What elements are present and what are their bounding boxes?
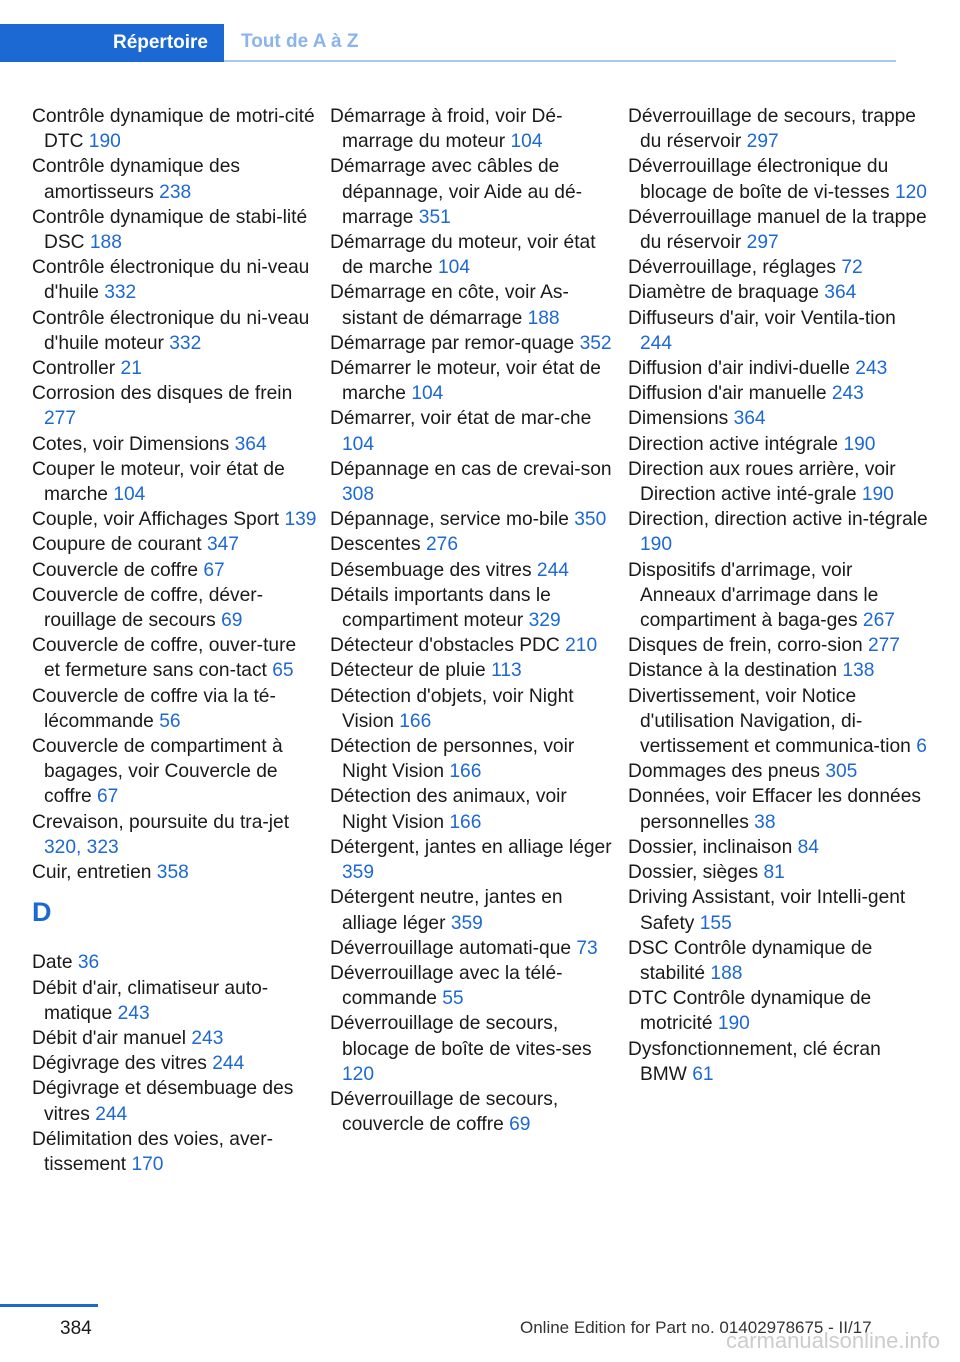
index-entry bbox=[628, 684, 928, 760]
index-entry-text: Déverrouillage de secours, trappe du réservoir bbox=[628, 106, 916, 153]
page-reference-link[interactable]: 190 bbox=[843, 433, 876, 455]
index-entry bbox=[628, 885, 928, 935]
page-reference-link[interactable]: 364 bbox=[824, 282, 857, 304]
index-entry bbox=[628, 986, 928, 1036]
index-entry-text: Dossier, inclinaison bbox=[628, 836, 793, 858]
page-reference-link[interactable]: 305 bbox=[825, 761, 858, 783]
index-entry bbox=[330, 558, 615, 583]
index-entry-text: DTC Contrôle dynamique de motricité bbox=[628, 988, 872, 1035]
page-reference-link[interactable]: 120 bbox=[894, 181, 927, 203]
index-entry bbox=[32, 633, 317, 683]
index-entry bbox=[628, 1037, 928, 1087]
index-entry-text: Contrôle dynamique des amortisseurs bbox=[32, 156, 240, 203]
index-entry bbox=[32, 205, 317, 255]
index-entry bbox=[330, 936, 615, 961]
index-entry-text: Données, voir Effacer les données personnelles bbox=[628, 786, 921, 833]
edition-note: Online Edition for Part no. 01402978675 - II/17 bbox=[520, 1318, 872, 1337]
index-entry bbox=[330, 1011, 615, 1087]
index-entry-text: Détergent neutre, jantes en alliage léger bbox=[330, 887, 563, 934]
page-reference-link[interactable]: 170 bbox=[131, 1153, 164, 1175]
index-entry bbox=[330, 457, 615, 507]
page-reference-link[interactable]: 67 bbox=[96, 786, 119, 808]
page-reference-link[interactable]: 139 bbox=[284, 509, 317, 531]
watermark: carmanualsonline.info bbox=[725, 1328, 940, 1353]
index-entry-text: Coupure de courant bbox=[32, 534, 202, 556]
page-reference-link[interactable]: 69 bbox=[221, 610, 243, 632]
index-entry-text: Détection d'objets, voir Night Vision bbox=[330, 685, 574, 732]
index-entry-text: Direction aux roues arrière, voir Direction active inté-grale bbox=[628, 458, 896, 506]
index-entry bbox=[628, 507, 928, 557]
index-entry bbox=[628, 860, 928, 885]
page-reference-link[interactable]: 364 bbox=[733, 408, 766, 430]
index-entry-text: Couvercle de coffre, ouver-ture et fermeture sans con-tact bbox=[32, 635, 297, 682]
index-entry-text: Délimitation des voies, aver-tissement bbox=[32, 1128, 274, 1175]
index-entry-text: Déverrouillage, réglages bbox=[628, 257, 836, 279]
index-entry bbox=[32, 1127, 317, 1177]
index-entry-text: Détecteur de pluie bbox=[330, 660, 486, 682]
index-entry-text: Contrôle dynamique de motri-cité DTC bbox=[32, 106, 315, 153]
page-reference-link[interactable]: 358 bbox=[156, 862, 189, 884]
page-reference-link[interactable]: 276 bbox=[426, 534, 459, 556]
index-entry bbox=[330, 230, 615, 280]
page-reference-link[interactable]: 238 bbox=[159, 181, 192, 203]
index-entry-text: Crevaison, poursuite du tra-jet bbox=[32, 811, 290, 833]
index-entry-text: Dimensions bbox=[628, 408, 729, 430]
index-entry bbox=[628, 558, 928, 634]
index-entry-text: Dommages des pneus bbox=[628, 761, 820, 783]
page-reference-link[interactable]: 332 bbox=[169, 332, 202, 354]
page-reference-link[interactable]: 81 bbox=[763, 862, 785, 884]
index-entry bbox=[32, 154, 317, 204]
page-reference-link[interactable]: 190 bbox=[640, 534, 673, 556]
index-entry-text: Démarrer le moteur, voir état de marche bbox=[330, 358, 601, 405]
page-reference-link[interactable]: 210 bbox=[565, 635, 598, 657]
tab-repertoire[interactable]: Répertoire bbox=[0, 24, 224, 62]
index-entry bbox=[330, 1087, 615, 1137]
page-reference-link[interactable]: 243 bbox=[191, 1027, 224, 1049]
index-column-3 bbox=[628, 104, 928, 1087]
index-entry-text: Descentes bbox=[330, 534, 421, 556]
index-entry-text: Désembuage des vitres bbox=[330, 559, 532, 581]
index-entry bbox=[330, 658, 615, 683]
index-entry bbox=[330, 734, 615, 784]
page-reference-link[interactable]: 65 bbox=[272, 660, 294, 682]
page-reference-link[interactable]: 190 bbox=[717, 1013, 750, 1035]
page-reference-link[interactable]: 243 bbox=[117, 1002, 150, 1024]
index-entry-text: Couvercle de coffre bbox=[32, 559, 199, 581]
index-entry-text: Driving Assistant, voir Intelli-gent Safety bbox=[628, 887, 906, 934]
index-entry-text: Démarrage avec câbles de dépannage, voir Aide au dé-marrage bbox=[330, 156, 583, 228]
index-entry-text: Détection de personnes, voir Night Vision bbox=[330, 736, 575, 783]
page-reference-link[interactable]: 104 bbox=[510, 131, 543, 153]
index-entry bbox=[330, 684, 615, 734]
index-entry bbox=[330, 633, 615, 658]
page-reference-link[interactable]: 166 bbox=[449, 761, 482, 783]
page-reference-link[interactable]: 320, 323 bbox=[44, 836, 119, 858]
page-reference-link[interactable]: 104 bbox=[113, 484, 146, 506]
index-entry bbox=[32, 860, 317, 885]
page-reference-link[interactable]: 350 bbox=[574, 509, 607, 531]
index-entry bbox=[32, 1076, 317, 1126]
page-reference-link[interactable]: 297 bbox=[746, 131, 779, 153]
index-entry bbox=[32, 583, 317, 633]
page-reference-link[interactable]: 277 bbox=[44, 408, 77, 430]
index-entry-text: Détection des animaux, voir Night Vision bbox=[330, 786, 567, 833]
index-entry bbox=[32, 684, 317, 734]
index-entry bbox=[330, 280, 615, 330]
page-reference-link[interactable]: 277 bbox=[867, 635, 900, 657]
index-entry-text: Couple, voir Affichages Sport bbox=[32, 509, 280, 531]
page-reference-link[interactable]: 243 bbox=[831, 383, 864, 405]
index-entry bbox=[330, 532, 615, 557]
index-entry-text: Détails importants dans le compartiment moteur bbox=[330, 584, 551, 632]
index-entry bbox=[32, 104, 317, 154]
page-reference-link[interactable]: 84 bbox=[797, 836, 819, 858]
index-entry-text: Corrosion des disques de frein bbox=[32, 383, 293, 405]
page-reference-link[interactable]: 55 bbox=[442, 988, 464, 1010]
page-reference-link[interactable]: 61 bbox=[692, 1063, 714, 1085]
footer-rule bbox=[0, 1304, 98, 1307]
index-entry bbox=[32, 734, 317, 810]
header-tabs bbox=[0, 24, 896, 62]
index-entry-text: Démarrage à froid, voir Dé-marrage du moteur bbox=[330, 106, 563, 153]
page-reference-link[interactable]: 188 bbox=[89, 232, 122, 254]
index-column-1 bbox=[32, 104, 317, 1177]
page-reference-link[interactable]: 67 bbox=[203, 559, 225, 581]
index-entry-text: Démarrage du moteur, voir état de marche bbox=[330, 232, 596, 279]
index-column-2 bbox=[330, 104, 615, 1137]
index-entry-text: Dépannage, service mo-bile bbox=[330, 509, 569, 531]
index-entry-text: Couper le moteur, voir état de marche bbox=[32, 458, 285, 506]
page-reference-link[interactable]: 190 bbox=[861, 484, 894, 506]
index-entry-text: Couvercle de coffre via la té-lécommande bbox=[32, 685, 276, 732]
page-reference-link[interactable]: 308 bbox=[342, 484, 375, 506]
index-entry bbox=[628, 255, 928, 280]
index-entry bbox=[32, 507, 317, 532]
index-entry bbox=[32, 950, 317, 975]
index-entry-text: Débit d'air manuel bbox=[32, 1027, 187, 1049]
page-reference-link[interactable]: 244 bbox=[95, 1103, 128, 1125]
index-entry-text: Direction active intégrale bbox=[628, 433, 839, 455]
page-reference-link[interactable]: 6 bbox=[916, 736, 927, 758]
index-entry-text: Controller bbox=[32, 358, 116, 380]
page-reference-link[interactable]: 347 bbox=[206, 534, 239, 556]
index-entry bbox=[628, 205, 928, 255]
page-reference-link[interactable]: 188 bbox=[527, 307, 560, 329]
index-entry-text: Couvercle de compartiment à bagages, voir Couvercle de coffre bbox=[32, 736, 283, 808]
index-entry bbox=[330, 104, 615, 154]
index-entry bbox=[32, 976, 317, 1026]
page-reference-link[interactable]: 138 bbox=[842, 660, 875, 682]
index-entry-text: Dégivrage des vitres bbox=[32, 1053, 207, 1075]
index-entry bbox=[330, 507, 615, 532]
index-entry bbox=[32, 1026, 317, 1051]
index-entry-text: Disques de frein, corro-sion bbox=[628, 635, 863, 657]
index-entry-text: Déverrouillage manuel de la trappe du réservoir bbox=[628, 206, 927, 254]
index-entry bbox=[628, 784, 928, 834]
index-entry-text: Diamètre de braquage bbox=[628, 282, 819, 304]
index-entry bbox=[628, 381, 928, 406]
index-entry bbox=[32, 356, 317, 381]
index-entry-text: Contrôle électronique du ni-veau d'huile bbox=[32, 257, 310, 304]
page-reference-link[interactable]: 104 bbox=[411, 383, 444, 405]
index-entry-text: Dégivrage et désembuage des vitres bbox=[32, 1078, 294, 1125]
index-entry-text: Débit d'air, climatiseur auto-matique bbox=[32, 977, 269, 1024]
page-reference-link[interactable]: 332 bbox=[104, 282, 137, 304]
index-entry bbox=[628, 406, 928, 431]
page-reference-link[interactable]: 351 bbox=[418, 206, 451, 228]
index-entry bbox=[628, 633, 928, 658]
index-entry-text: Déverrouillage avec la télé-commande bbox=[330, 962, 563, 1010]
index-entry bbox=[330, 331, 615, 356]
index-entry-text: Déverrouillage de secours, couvercle de coffre bbox=[330, 1088, 559, 1136]
index-entry bbox=[32, 457, 317, 507]
index-entry bbox=[628, 356, 928, 381]
index-entry-text: Contrôle dynamique de stabi-lité DSC bbox=[32, 206, 308, 254]
page-reference-link[interactable]: 329 bbox=[528, 610, 561, 632]
page-reference-link[interactable]: 104 bbox=[438, 257, 471, 279]
index-entry-text: Dépannage en cas de crevai-son bbox=[330, 458, 612, 480]
index-entry bbox=[330, 961, 615, 1011]
page-reference-link[interactable]: 69 bbox=[509, 1114, 531, 1136]
tab-tout-de-a-a-z[interactable]: Tout de A à Z bbox=[224, 24, 896, 62]
index-entry-text: Contrôle électronique du ni-veau d'huile moteur bbox=[32, 307, 310, 354]
index-entry-text: Détergent, jantes en alliage léger bbox=[330, 836, 612, 858]
index-entry bbox=[628, 306, 928, 356]
page-reference-link[interactable]: 120 bbox=[342, 1063, 375, 1085]
index-entry bbox=[330, 406, 615, 456]
index-entry-text: Dysfonctionnement, clé écran BMW bbox=[628, 1038, 881, 1085]
page-reference-link[interactable]: 244 bbox=[640, 332, 673, 354]
page-reference-link[interactable]: 244 bbox=[536, 559, 569, 581]
index-entry bbox=[330, 784, 615, 834]
page-reference-link[interactable]: 359 bbox=[450, 912, 483, 934]
index-entry bbox=[628, 432, 928, 457]
index-entry bbox=[628, 104, 928, 154]
index-entry bbox=[32, 432, 317, 457]
index-entry-text: Couvercle de coffre, déver-rouillage de secours bbox=[32, 584, 264, 632]
index-entry bbox=[32, 255, 317, 305]
page-reference-link[interactable]: 104 bbox=[342, 433, 375, 455]
page-reference-link[interactable]: 297 bbox=[746, 232, 779, 254]
index-entry bbox=[628, 658, 928, 683]
index-entry-text: Déverrouillage électronique du blocage de boîte de vi-tesses bbox=[628, 156, 890, 203]
page-reference-link[interactable]: 21 bbox=[120, 358, 142, 380]
index-entry bbox=[330, 154, 615, 230]
page-reference-link[interactable]: 73 bbox=[576, 937, 598, 959]
index-entry bbox=[628, 457, 928, 507]
index-entry-text: Dispositifs d'arrimage, voir Anneaux d'arrimage dans le compartiment à baga-ges bbox=[628, 559, 879, 632]
page-reference-link[interactable]: 352 bbox=[579, 332, 612, 354]
index-entry-text: DSC Contrôle dynamique de stabilité bbox=[628, 937, 873, 984]
index-entry-text: Démarrer, voir état de mar-che bbox=[330, 408, 592, 430]
section-letter: D bbox=[32, 897, 52, 928]
index-entry-text: Détecteur d'obstacles PDC bbox=[330, 635, 560, 657]
page-number: 384 bbox=[60, 1318, 92, 1339]
index-entry bbox=[330, 835, 615, 885]
index-entry-text: Démarrage par remor-quage bbox=[330, 332, 575, 354]
index-entry-text: Date bbox=[32, 952, 73, 974]
page-reference-link[interactable]: 190 bbox=[88, 131, 121, 153]
index-entry bbox=[628, 280, 928, 305]
index-entry bbox=[32, 558, 317, 583]
index-entry bbox=[32, 810, 317, 860]
index-entry-text: Diffusion d'air manuelle bbox=[628, 383, 827, 405]
page-reference-link[interactable]: 267 bbox=[862, 610, 895, 632]
index-entry bbox=[32, 1051, 317, 1076]
index-entry-text: Divertissement, voir Notice d'utilisation Navigation, di-vertissement et communica-tion bbox=[628, 685, 911, 758]
page-reference-link[interactable]: 244 bbox=[212, 1053, 245, 1075]
index-entry bbox=[330, 885, 615, 935]
page-reference-link[interactable]: 188 bbox=[710, 962, 743, 984]
index-entry-text: Démarrage en côte, voir As-sistant de démarrage bbox=[330, 282, 569, 329]
index-entry-text: Cotes, voir Dimensions bbox=[32, 433, 230, 455]
index-entry bbox=[330, 356, 615, 406]
index-entry-text: Déverrouillage automati-que bbox=[330, 937, 572, 959]
index-entry bbox=[32, 381, 317, 431]
page-reference-link[interactable]: 166 bbox=[399, 710, 432, 732]
index-entry bbox=[628, 835, 928, 860]
page-reference-link[interactable]: 359 bbox=[342, 862, 375, 884]
page-reference-link[interactable]: 56 bbox=[159, 710, 181, 732]
index-entry bbox=[32, 306, 317, 356]
index-entry bbox=[330, 583, 615, 633]
index-entry-text: Distance à la destination bbox=[628, 660, 838, 682]
page-reference-link[interactable]: 243 bbox=[855, 358, 888, 380]
index-entry bbox=[32, 532, 317, 557]
index-entry bbox=[628, 759, 928, 784]
page-reference-link[interactable]: 155 bbox=[699, 912, 732, 934]
index-entry-text: Cuir, entretien bbox=[32, 862, 152, 884]
index-entry bbox=[628, 154, 928, 204]
page-reference-link[interactable]: 166 bbox=[449, 811, 482, 833]
page-reference-link[interactable]: 36 bbox=[77, 952, 100, 974]
page-reference-link[interactable]: 113 bbox=[491, 660, 522, 682]
page-reference-link[interactable]: 364 bbox=[234, 433, 267, 455]
page-reference-link[interactable]: 38 bbox=[754, 811, 776, 833]
index-entry-text: Dossier, sièges bbox=[628, 862, 759, 884]
index-entry-text: Diffuseurs d'air, voir Ventila-tion bbox=[628, 307, 896, 329]
page-reference-link[interactable]: 72 bbox=[841, 257, 863, 279]
index-entry-text: Direction, direction active in-tégrale bbox=[628, 509, 928, 531]
index-entry-text: Diffusion d'air indivi-duelle bbox=[628, 358, 850, 380]
index-entry-text: Déverrouillage de secours, blocage de boîte de vites-ses bbox=[330, 1013, 592, 1060]
index-entry bbox=[628, 936, 928, 986]
